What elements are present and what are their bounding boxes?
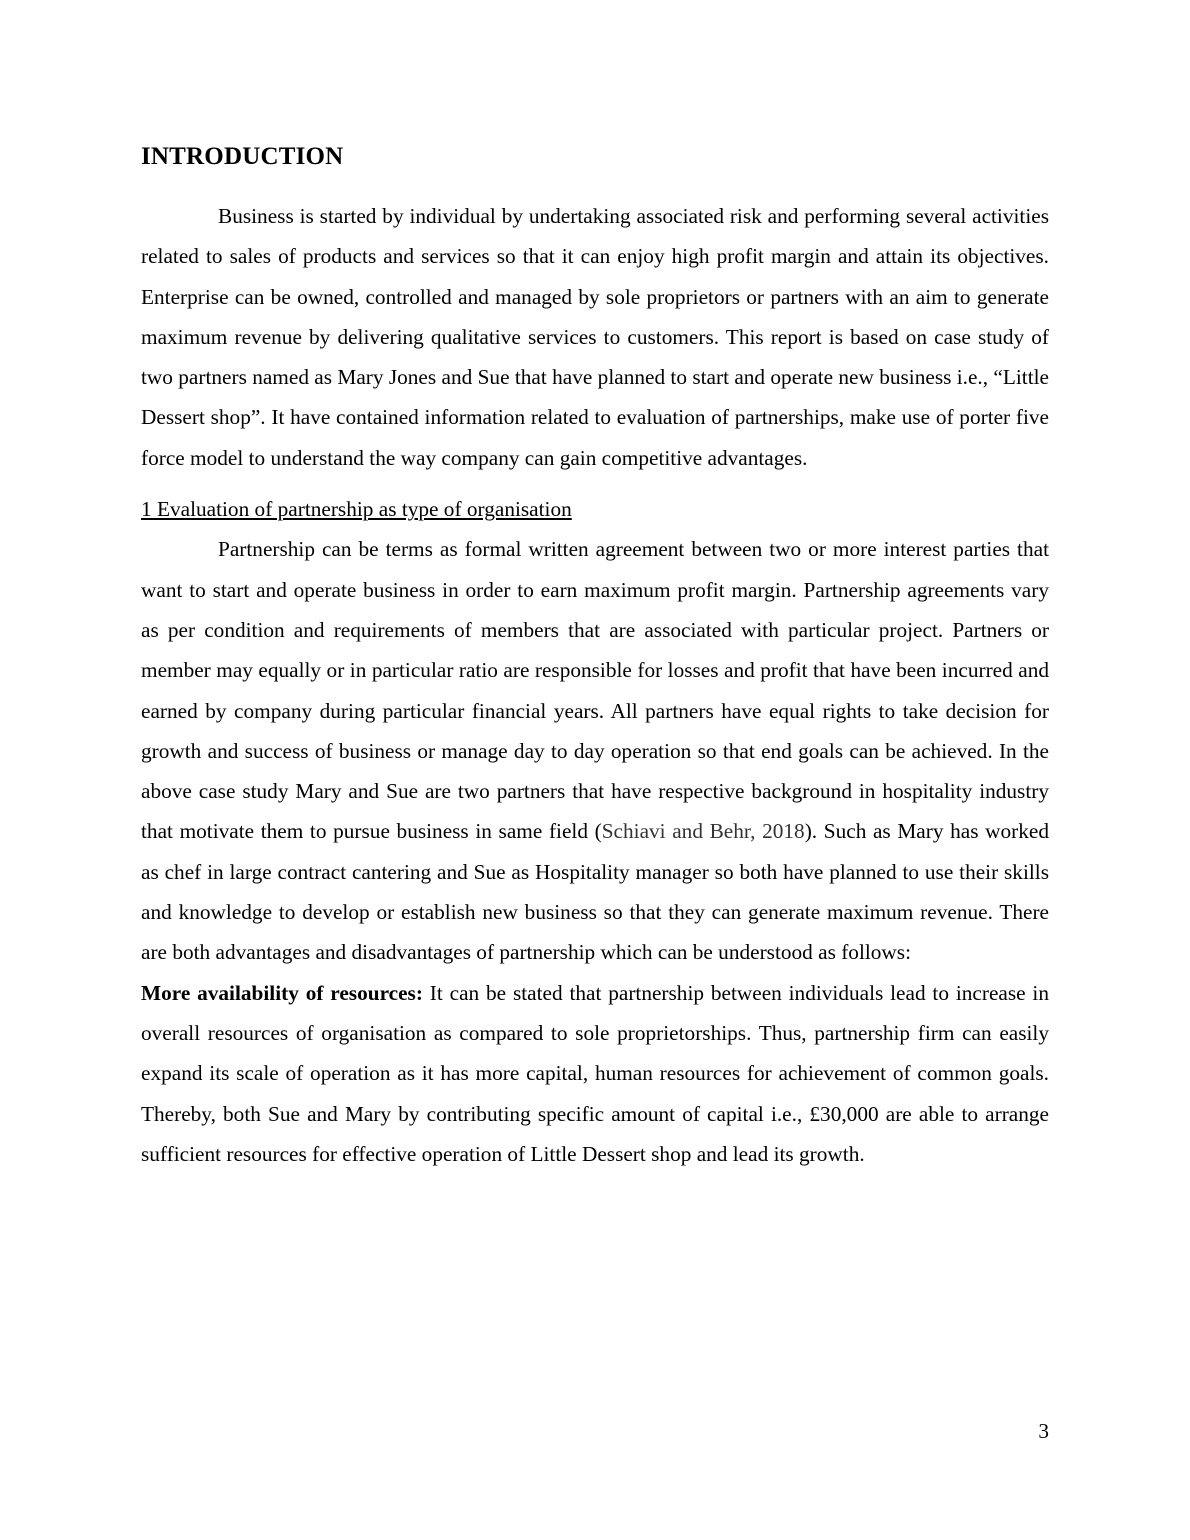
resources-paragraph [141,973,1049,1174]
page-content [141,138,1049,1174]
page-number: 3 [1038,1419,1049,1443]
resources-text: It can be stated that partnership between individuals lead to increase in overall resources of organisation as compared to sole proprietorships. Thus, partnership firm can easily expand its scale of operation as it has more capital, human resources for achievement of common goals. Thereby, both Sue and Mary by contributing specific amount of capital i.e., £30,000 are able to arrange sufficient resources for effective operation of Little Dessert shop and lead its growth. [141,980,1049,1166]
intro-paragraph: Business is started by individual by undertaking associated risk and performing several activities related to sales of products and services so that it can enjoy high profit margin and attain its objectives. Enterprise can be owned, controlled and managed by sole proprietors or partners with an aim to generate maximum revenue by delivering qualitative services to customers. This report is based on case study of two partners named as Mary Jones and Sue that have planned to start and operate new business i.e., “Little Dessert shop”. It have contained information related to evaluation of partnerships, make use of porter five force model to understand the way company can gain competitive advantages. [141,204,1049,470]
partnership-text-part-1: Partnership can be terms as formal written agreement between two or more interest parties that want to start and operate business in order to earn maximum profit margin. Partnership agreements vary as per condition and requirements of members that are associated with particular project. Partners or member may equally or in particular ratio are responsible for losses and profit that have been incurred and earned by company during particular financial years. All partners have equal rights to take decision for growth and success of business or manage day to day operation so that end goals can be achieved. In the above case study Mary and Sue are two partners that have respective background in hospitality industry that motivate them to pursue business in same field ( [141,537,1049,844]
partnership-text-part-2: ). Such as Mary has worked as chef in large contract cantering and Sue as Hospitality manager so both have planned to use their skills and knowledge to develop or establish new business so that they can generate maximum revenue. There are both advantages and disadvantages of partnership which can be understood as follows: [141,819,1050,965]
introduction-heading: INTRODUCTION [141,143,344,170]
section-heading-partnership: 1 Evaluation of partnership as type of organisation [141,497,572,522]
partnership-paragraph [141,529,1049,972]
citation-reference: Schiavi and Behr, 2018 [601,819,805,844]
resources-label: More availability of resources: [141,980,423,1005]
